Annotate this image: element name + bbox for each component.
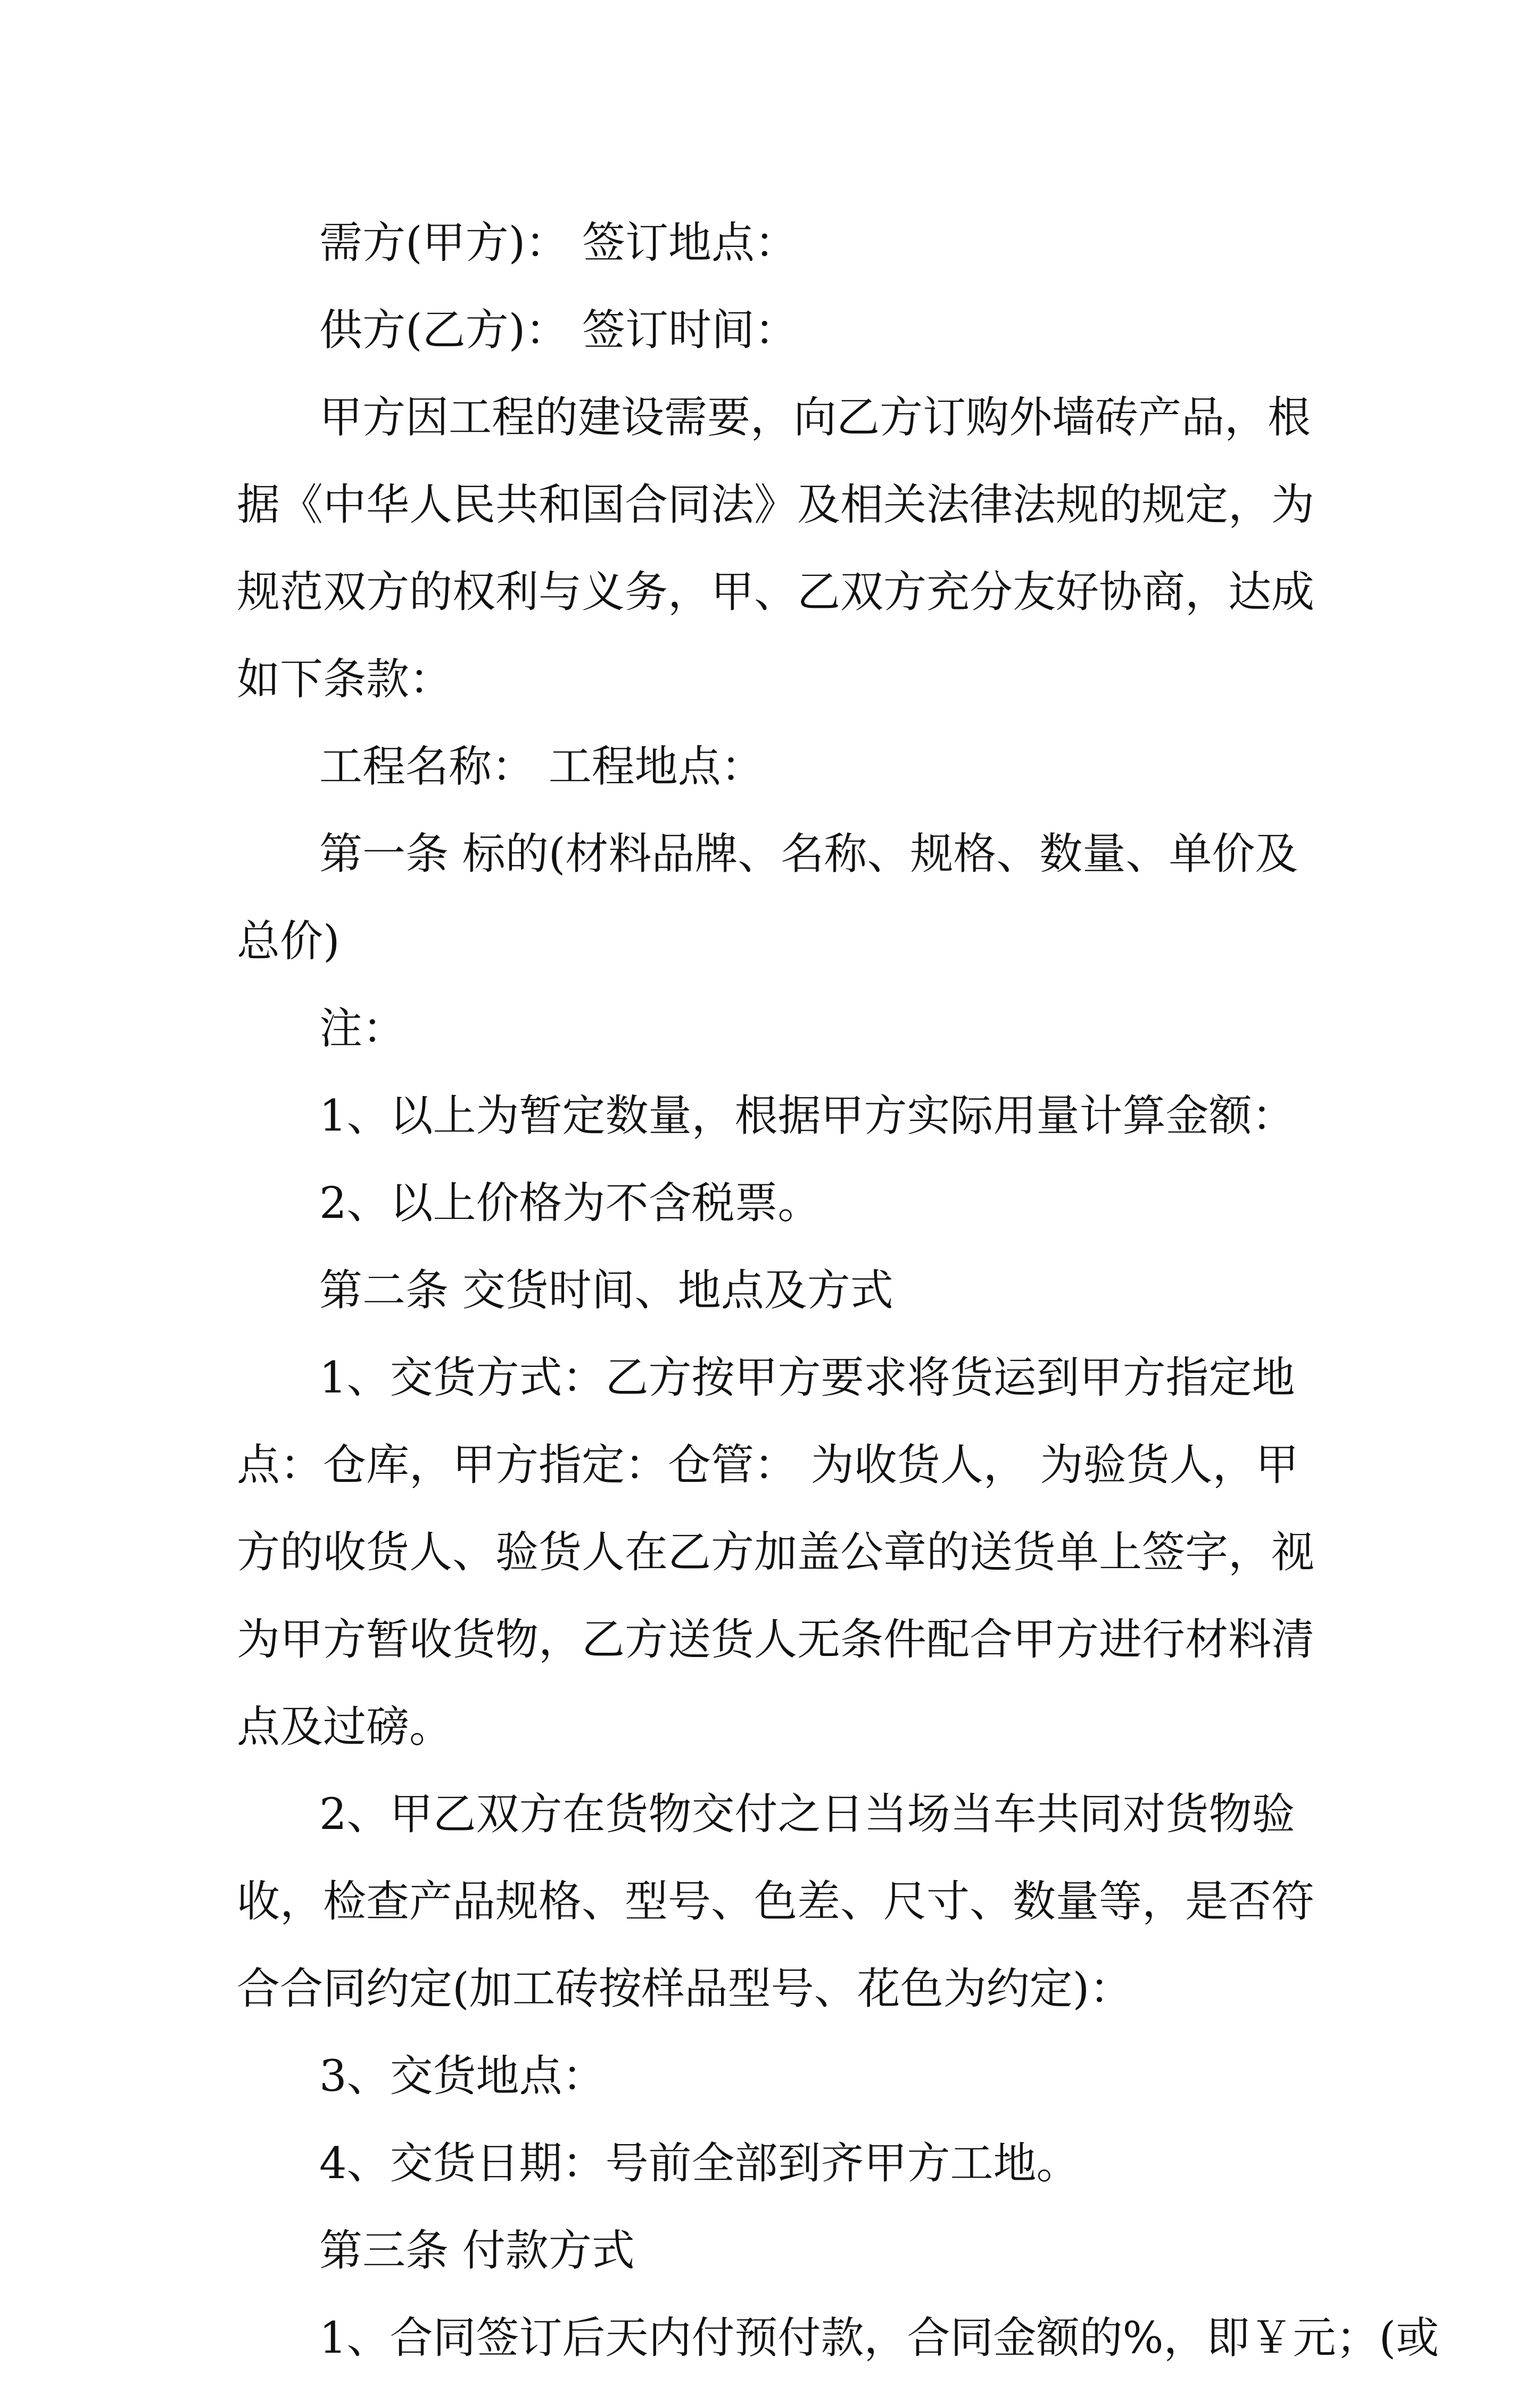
paragraph-note-heading: 注：: [319, 1004, 406, 1054]
paragraph-project-name-location: 工程名称： 工程地点：: [319, 742, 764, 792]
paragraph-buyer-signing-place: 需方(甲方)： 签订地点：: [319, 218, 798, 268]
paragraph-article-two: 第二条 交货时间、地点及方式: [319, 1266, 893, 1316]
contract-body: [237, 200, 1439, 2382]
paragraph-delivery-location: 3、交货地点：: [319, 2051, 606, 2101]
paragraph-article-three: 第三条 付款方式: [319, 2226, 635, 2276]
paragraph-article-one: 第一条 标的(材料品牌、名称、规格、数量、单价及总价): [237, 829, 1298, 967]
paragraph-delivery-date: 4、交货日期：号前全部到齐甲方工地。: [319, 2139, 1080, 2189]
paragraph-payment-one: 1、合同签订后天内付预付款，合同金额的%，即￥元；(或: [319, 2313, 1439, 2363]
paragraph-preamble: 甲方因工程的建设需要，向乙方订购外墙砖产品，根据《中华人民共和国合同法》及相关法律法规的规定，为规范双方的权利与义务，甲、乙双方充分友好协商，达成如下条款：: [237, 393, 1315, 705]
paragraph-delivery-method: 1、交货方式：乙方按甲方要求将货运到甲方指定地点：仓库，甲方指定：仓管： 为收货人， 为验货人，甲方的收货人、验货人在乙方加盖公章的送货单上签字，视为甲方暂收货物，乙方送货人无条件配合甲方进行材料清点及过磅。: [237, 1353, 1315, 1752]
paragraph-supplier-signing-time: 供方(乙方)： 签订时间：: [319, 306, 798, 356]
paragraph-note-one: 1、以上为暂定数量，根据甲方实际用量计算金额：: [319, 1091, 1295, 1141]
paragraph-note-two: 2、以上价格为不含税票。: [319, 1178, 821, 1229]
paragraph-inspection: 2、甲乙双方在货物交付之日当场当车共同对货物验收，检查产品规格、型号、色差、尺寸、数量等，是否符合合同约定(加工砖按样品型号、花色为约定)：: [237, 1790, 1315, 2014]
